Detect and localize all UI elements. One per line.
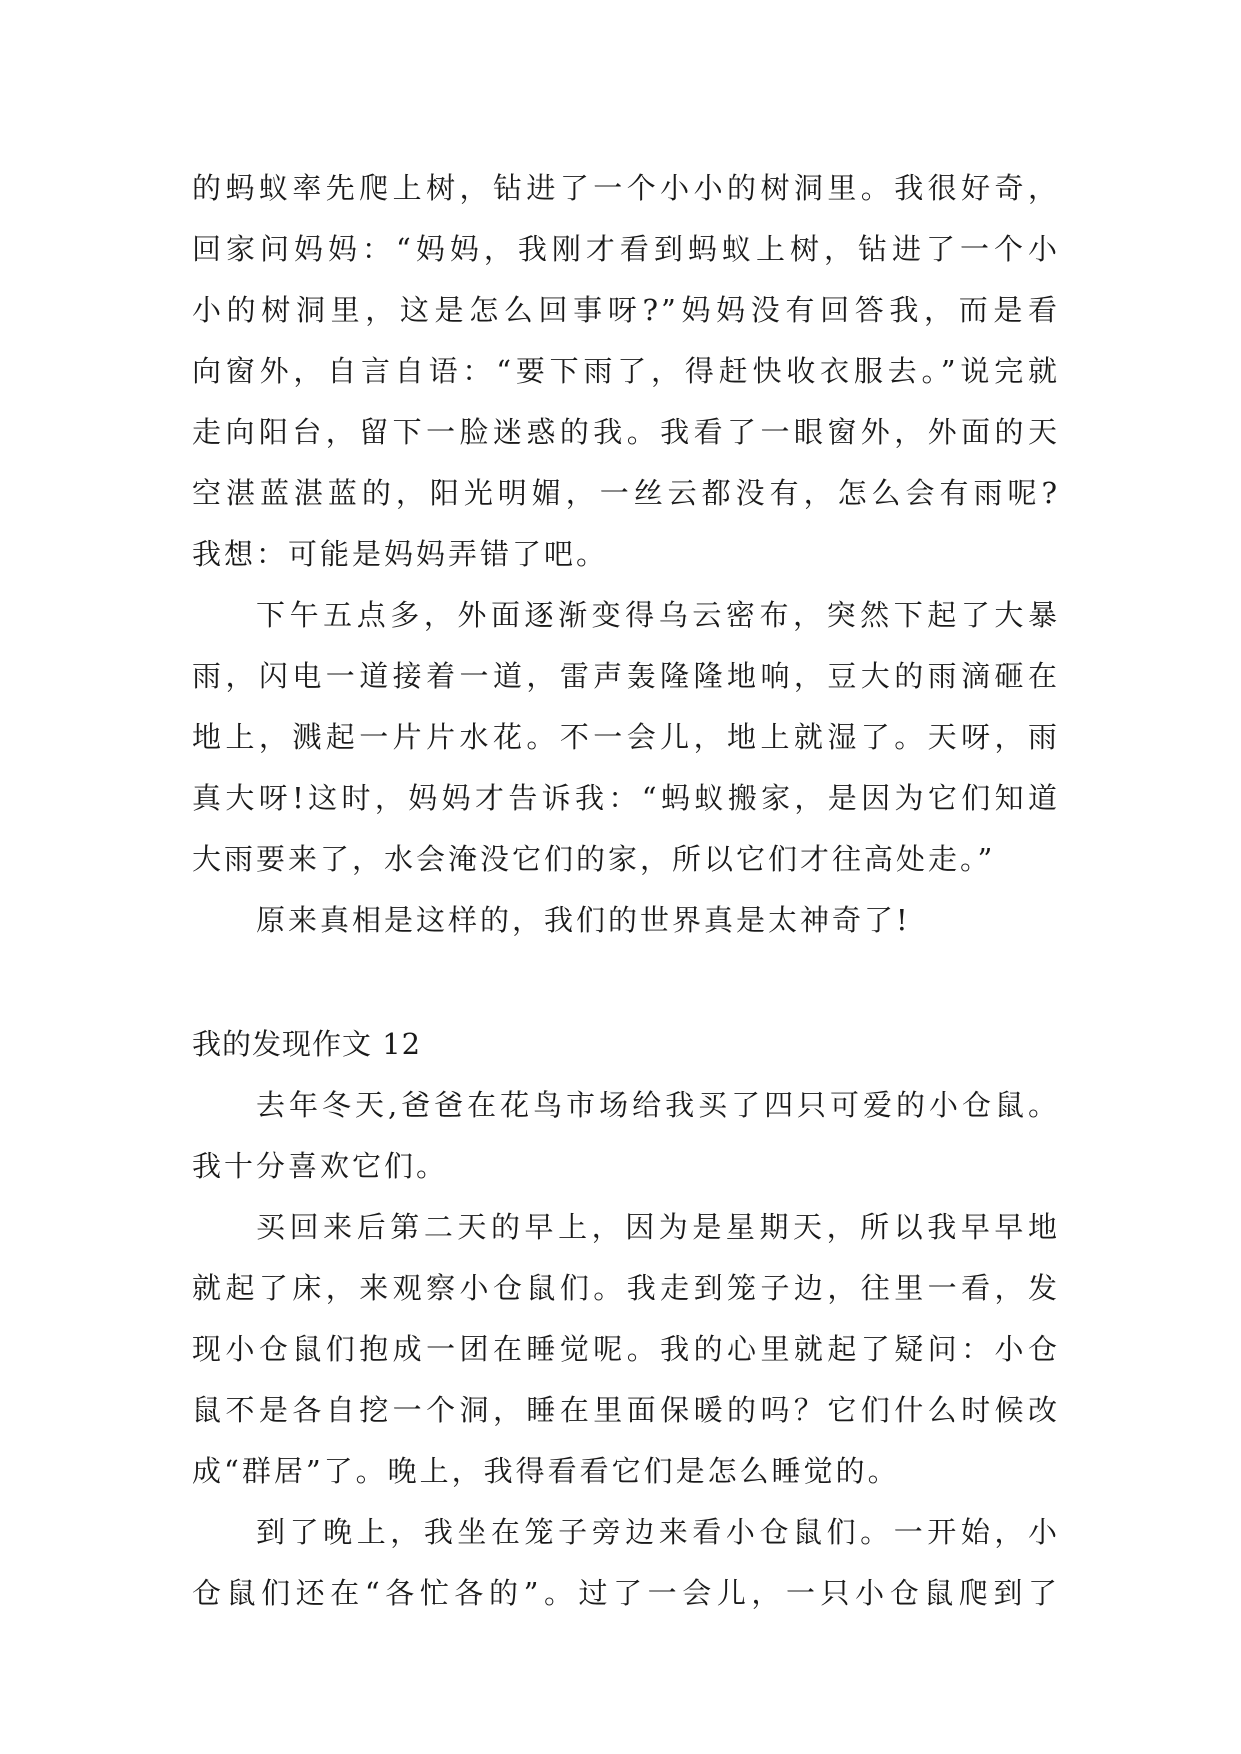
text-line: 我想：可能是妈妈弄错了吧。 (192, 537, 609, 571)
paragraph-first-line: 原来真相是这样的，我们的世界真是太神奇了! (256, 903, 911, 937)
text-line: 雨，闪电一道接着一道，雷声轰隆隆地响，豆大的雨滴砸在 (192, 659, 1060, 693)
text-line: 鼠不是各自挖一个洞，睡在里面保暖的吗？它们什么时候改 (192, 1393, 1060, 1427)
text-line: 大雨要来了，水会淹没它们的家，所以它们才往高处走。” (192, 842, 996, 876)
text-line: 地上，溅起一片片水花。不一会儿，地上就湿了。天呀，雨 (192, 720, 1060, 754)
section-spacer (192, 951, 1060, 1014)
text-line: 的蚂蚁率先爬上树，钻进了一个小小的树洞里。我很好奇， (192, 171, 1060, 205)
story-section-ants (192, 158, 1060, 951)
text-line: 空湛蓝湛蓝的，阳光明媚，一丝云都没有，怎么会有雨呢? (192, 476, 1060, 510)
paragraph-first-line: 去年冬天,爸爸在花鸟市场给我买了四只可爱的小仓鼠。 (256, 1088, 1060, 1122)
paragraph-first-line: 下午五点多，外面逐渐变得乌云密布，突然下起了大暴 (256, 598, 1060, 632)
text-line: 小的树洞里，这是怎么回事呀?”妈妈没有回答我，而是看 (192, 293, 1060, 327)
text-line: 成“群居”了。晚上，我得看看它们是怎么睡觉的。 (192, 1454, 900, 1488)
paragraph-first-line: 买回来后第二天的早上，因为是星期天，所以我早早地 (256, 1210, 1060, 1244)
text-line: 我十分喜欢它们。 (192, 1149, 449, 1183)
paragraph-first-line: 到了晚上，我坐在笼子旁边来看小仓鼠们。一开始，小 (256, 1515, 1060, 1549)
document-body (192, 158, 1060, 1624)
text-line: 向窗外，自言自语：“要下雨了，得赶快收衣服去。”说完就 (192, 354, 1060, 388)
text-line: 回家问妈妈：“妈妈，我刚才看到蚂蚁上树，钻进了一个小 (192, 232, 1060, 266)
text-line: 现小仓鼠们抱成一团在睡觉呢。我的心里就起了疑问：小仓 (192, 1332, 1060, 1366)
text-line: 仓鼠们还在“各忙各的”。过了一会儿，一只小仓鼠爬到了 (192, 1576, 1060, 1610)
story-section-hamsters (192, 1014, 1060, 1624)
essay-heading: 我的发现作文 12 (192, 1027, 422, 1061)
text-line: 真大呀!这时，妈妈才告诉我：“蚂蚁搬家，是因为它们知道 (192, 781, 1060, 815)
text-line: 走向阳台，留下一脸迷惑的我。我看了一眼窗外，外面的天 (192, 415, 1060, 449)
text-line: 就起了床，来观察小仓鼠们。我走到笼子边，往里一看，发 (192, 1271, 1060, 1305)
